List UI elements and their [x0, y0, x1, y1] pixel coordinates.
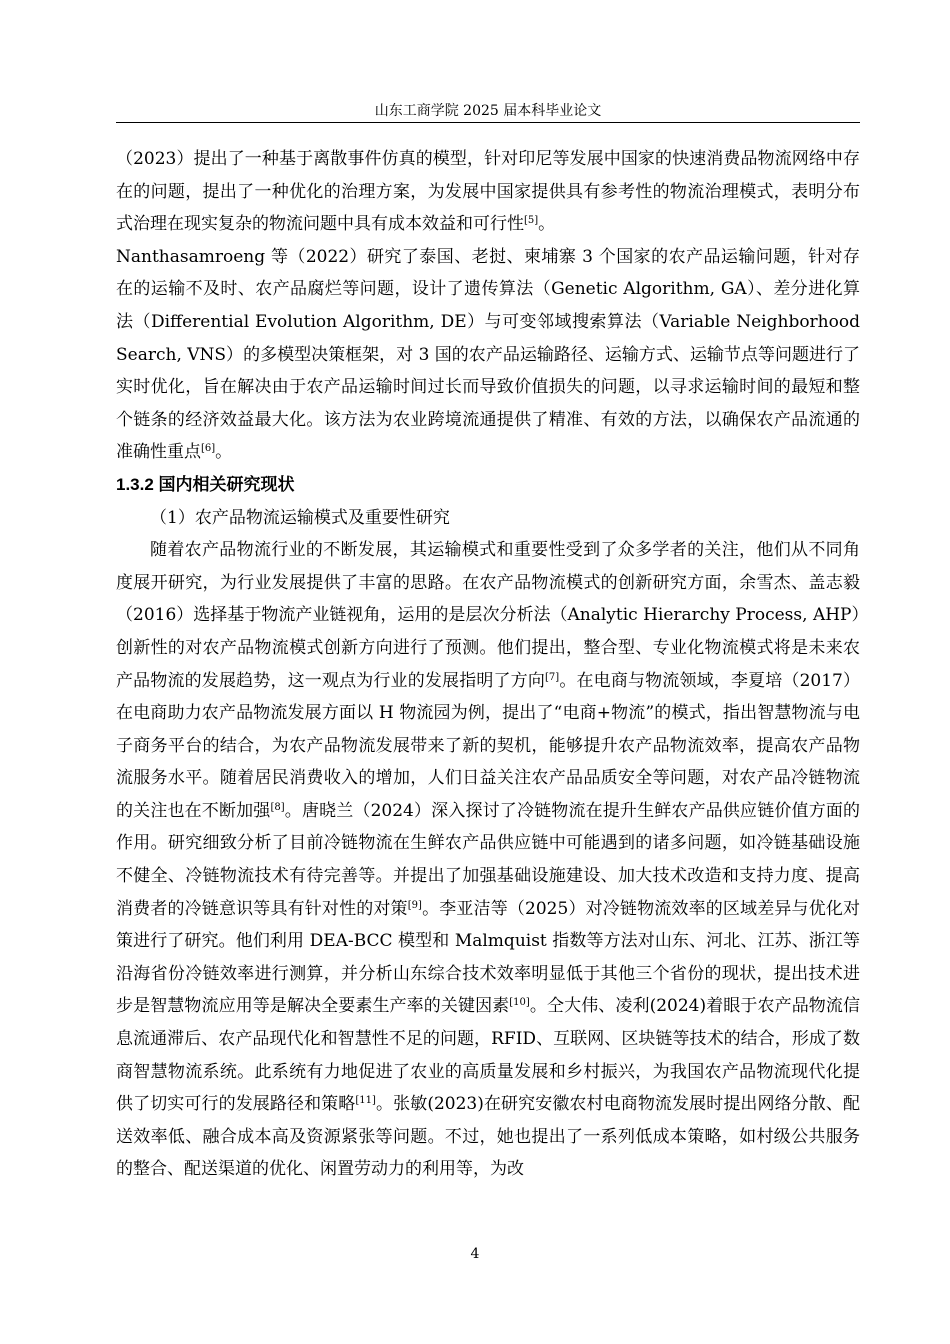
running-header: 山东工商学院 2025 届本科毕业论文	[374, 103, 602, 119]
paragraph-3-part-5: 。仝大伟、凌利(2024)着眼于农产品物流信息流通滞后、农产品现代化和智慧性不足的问题，RFID、互联网、区块链等技术的结合，形成了数商智慧物流系统。此系统有力地促进了农业的高质量发展和乡村振兴，为我国农产品物流现代化提供了切实可行的发展路径和策略	[116, 996, 860, 1115]
section-heading: 1.3.2 国内相关研究现状	[116, 474, 295, 494]
paragraph-3-part-6: 。张敏(2023)在研究安徽农村电商物流发展时提出网络分散、配送效率低、融合成本高及资源紧张等问题。不过，她也提出了一系列低成本策略，如村级公共服务的整合、配送渠道的优化、闲置劳动力的利用等，为改	[116, 1094, 861, 1180]
sub-heading: （1）农产品物流运输模式及重要性研究	[150, 507, 450, 528]
header-rule	[116, 122, 860, 123]
paragraph-3-part-4: 。李亚洁等（2025）对冷链物流效率的区域差异与优化对策进行了研究。他们利用 DEA-BCC 模型和 Malmquist 指数等方法对山东、河北、江苏、浙江等沿海省份冷链效率进行测算，并分析山东综合技术效率明显低于其他三个省份的现状，提出技术进步是智慧物流应用等是解决全要素生产率的关键因素	[116, 898, 861, 1017]
paragraph-2-end: 。	[215, 442, 233, 463]
citation-10: [10]	[509, 997, 530, 1009]
paragraph-2-text: Nanthasamroeng 等（2022）研究了泰国、老挝、柬埔寨 3 个国家的农产品运输问题，针对存在的运输不及时、农产品腐烂等问题，设计了遗传算法（Genetic Algorithm, GA）、差分进化算法（Differential Evolution Algorithm, DE）与可变邻域搜索算法（Variable Neighborhood Search, VNS）的多模型决策框架，对 3 国的农产品运输路径、运输方式、运输节点等问题进行了实时优化，旨在解决由于农产品运输时间过长而导致价值损失的问题，以寻求运输时间的最短和整个链条的经济效益最大化。该方法为农业跨境流通提供了精准、有效的方法，以确保农产品流通的准确性重点	[116, 246, 860, 463]
citation-11: [11]	[355, 1095, 376, 1107]
paragraph-2	[116, 241, 860, 469]
paragraph-1-text: （2023）提出了一种基于离散事件仿真的模型，针对印尼等发展中国家的快速消费品物流网络中存在的问题，提出了一种优化的治理方案，为发展中国家提供具有参考性的物流治理模式，表明分布式治理在现实复杂的物流问题中具有成本效益和可行性	[116, 149, 860, 235]
page-number: 4	[470, 1246, 480, 1262]
citation-8: [8]	[270, 801, 285, 813]
paragraph-1	[116, 143, 860, 241]
paragraph-3	[116, 534, 860, 1186]
citation-5: [5]	[524, 215, 539, 227]
paragraph-3-part-1: 随着农产品物流行业的不断发展，其运输模式和重要性受到了众多学者的关注，他们从不同角度展开研究，为行业发展提供了丰富的思路。在农产品物流模式的创新研究方面，余雪杰、盖志毅（2016）选择基于物流产业链视角，运用的是层次分析法（Analytic Hierarchy Process, AHP）创新性的对农产品物流模式创新方向进行了预测。他们提出，整合型、专业化物流模式将是未来农产品物流的发展趋势，这一观点为行业的发展指明了方向	[116, 540, 860, 691]
body-text	[116, 143, 860, 1186]
paragraph-1-end: 。	[538, 214, 556, 235]
citation-7: [7]	[545, 671, 560, 683]
citation-9: [9]	[407, 899, 422, 911]
paragraph-3-part-2: 。在电商与物流领域，李夏培（2017）在电商助力农产品物流发展方面以 H 物流园为例，提出了“电商+物流”的模式，指出智慧物流与电子商务平台的结合，为农产品物流发展带来了新的契机，能够提升农产品物流效率，提高农产品物流服务水平。随着居民消费收入的增加，人们日益关注农产品品质安全等问题，对农产品冷链物流的关注也在不断加强	[116, 670, 861, 821]
paragraph-3-part-3: 。唐晓兰（2024）深入探讨了冷链物流在提升生鲜农产品供应链价值方面的作用。研究细致分析了目前冷链物流在生鲜农产品供应链中可能遇到的诸多问题，如冷链基础设施不健全、冷链物流技术有待完善等。并提出了加强基础设施建设、加大技术改造和支持力度、提高消费者的冷链意识等具有针对性的对策	[116, 800, 861, 919]
citation-6: [6]	[201, 443, 216, 455]
